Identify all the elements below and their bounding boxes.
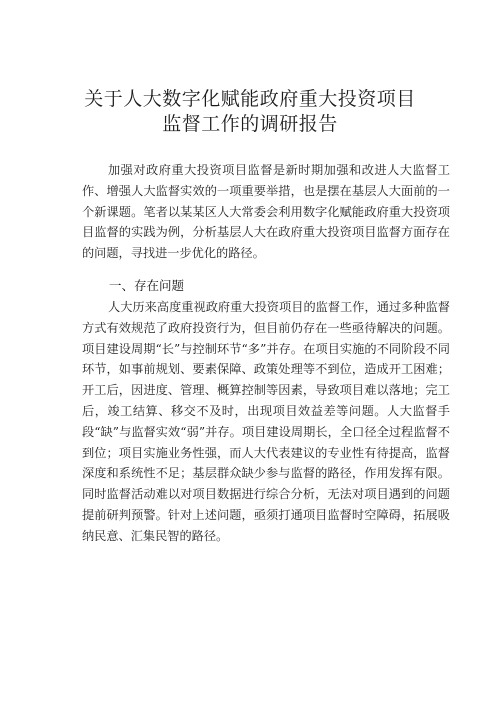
intro-paragraph: 加强对政府重大投资项目监督是新时期加强和改进人大监督工作、增强人大监督实效的一项重要举措，也是摆在基层人大面前的一个新课题。笔者以某某区人大常委会利用数字化赋能政府重大投资项目监督的实践为例，分析基层人大在政府重大投资项目监督方面存在的问题，寻找进一步优化的路径。 (82, 163, 450, 261)
document-title-line-2: 监督工作的调研报告 (162, 113, 338, 135)
section-heading-problems: 一、存在问题 (109, 278, 185, 293)
document-title-line-1: 关于人大数字化赋能政府重大投资项目 (84, 88, 416, 110)
problems-paragraph: 人大历来高度重视政府重大投资项目的监督工作，通过多种监督方式有效规范了政府投资行为，但目前仍存在一些亟待解决的问题。项目建设周期“长”与控制环节“多”并存。在项目实施的不同阶段不同环节，如事前规划、要素保障、政策处理等不到位，造成开工困难；开工后，因进度、管理、概算控制等因素，导致项目难以落地；完工后，竣工结算、移交不及时，出现项目效益差等问题。人大监督手段“缺”与监督实效“弱”并存。项目建设周期长，全口径全过程监督不到位；项目实施业务性强，而人大代表建议的专业性有待提高，监督深度和系统性不足；基层群众缺少参与监督的路径，作用发挥有限。同时监督活动难以对项目数据进行综合分析，无法对项目遇到的问题提前研判预警。针对上述问题，亟须打通项目监督时空障碍，拓展吸纳民意、汇集民智的路径。 (82, 300, 450, 543)
